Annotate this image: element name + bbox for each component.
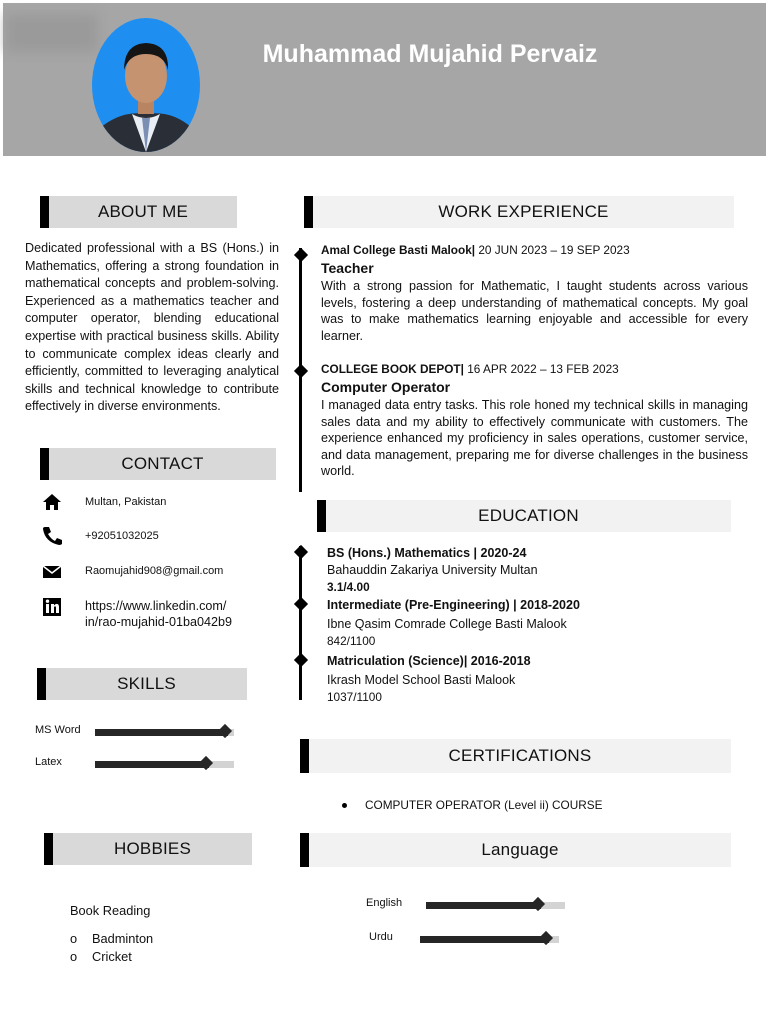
certification-item: COMPUTER OPERATOR (Level ii) COURSE (342, 798, 603, 812)
section-contact-title: CONTACT (49, 448, 276, 480)
timeline-marker (294, 597, 308, 611)
job-description: With a strong passion for Mathematic, I taught students across various levels, fostering a deep understanding of mathematical concepts. My goal was to make mathematics learning enjoyable and accessible for every learner. (321, 279, 748, 343)
skill-fill (95, 761, 209, 768)
language-fill (420, 936, 549, 943)
home-icon (40, 492, 64, 512)
contact-email-text[interactable]: Raomujahid908@gmail.com (85, 565, 224, 577)
education-entry (327, 545, 737, 596)
section-about (40, 196, 237, 228)
hobby-item: o Cricket (70, 949, 132, 964)
education-grade: 1037/1100 (327, 690, 382, 704)
job-description: I managed data entry tasks. This role honed my technical skills in managing sales data and my ability to effectively communicate with customers. The experience enhanced my proficiency in sales operations, customer service, and data management, preparing me for diverse challenges in the business world. (321, 398, 748, 479)
contact-location (40, 492, 280, 512)
section-certifications (300, 739, 731, 773)
section-hobbies-title: HOBBIES (53, 833, 252, 865)
job-dates: 20 JUN 2023 – 19 SEP 2023 (478, 243, 630, 257)
skill-fill (95, 729, 228, 736)
hobby-main: Book Reading (70, 903, 151, 918)
job-entry: COLLEGE BOOK DEPOT| 16 APR 2022 – 13 FEB 2023 Computer Operator I managed data entry tasks. This role honed my technical skills in managing sales data and my ability to effectively communicate with customers. The experience enhanced my proficiency in sales operations, customer service, and data management, preparing me for diverse challenges in the business world. (321, 362, 748, 479)
education-timeline (299, 546, 302, 700)
section-work-title: WORK EXPERIENCE (313, 196, 734, 228)
job-dates: 16 APR 2022 – 13 FEB 2023 (467, 362, 619, 376)
about-text: Dedicated professional with a BS (Hons.) in Mathematics, offering a strong foundation in mathematical concepts and problem-solving. Experienced as a mathematics teacher and computer operator, blending educational expertise with practical business skills. Ability to communicate complex ideas clearly and efficiently, committed to leveraging analytical skills and technical knowledge to contribute effectively in diverse environments. (25, 241, 279, 414)
education-title: Intermediate (Pre-Engineering) | 2018-2020 (327, 598, 580, 612)
education-title: Matriculation (Science)| 2016-2018 (327, 654, 531, 668)
section-work (304, 196, 734, 228)
section-skills (37, 668, 247, 700)
job-org: COLLEGE BOOK DEPOT (321, 362, 461, 376)
language-bar-urdu (420, 936, 559, 943)
blurred-logo (6, 14, 98, 52)
contact-email (40, 561, 280, 581)
education-grade: 3.1/4.00 (327, 580, 370, 594)
skill-bar-latex (95, 761, 234, 768)
linkedin-line-1: https://www.linkedin.com/ (85, 599, 227, 613)
candidate-name: Muhammad Mujahid Pervaiz (262, 40, 598, 68)
section-skills-title: SKILLS (46, 668, 247, 700)
skill-bar-msword (95, 729, 234, 736)
section-certifications-title: CERTIFICATIONS (309, 739, 731, 773)
contact-linkedin-text[interactable] (85, 598, 232, 630)
phone-icon (40, 526, 64, 546)
timeline-marker (294, 545, 308, 559)
job-role: Teacher (321, 260, 374, 276)
section-education-title: EDUCATION (326, 500, 731, 532)
education-title: BS (Hons.) Mathematics | 2020-24 (327, 546, 527, 560)
section-contact (40, 448, 276, 480)
language-fill (426, 902, 541, 909)
education-entry (327, 653, 737, 706)
skill-label-latex: Latex (35, 756, 62, 768)
language-bar-english (426, 902, 565, 909)
section-hobbies (44, 833, 252, 865)
mail-icon (40, 561, 64, 581)
language-label-urdu: Urdu (369, 931, 393, 943)
job-org: Amal College Basti Malook (321, 243, 472, 257)
language-label-english: English (366, 897, 403, 909)
job-role: Computer Operator (321, 379, 451, 395)
section-about-title: ABOUT ME (49, 196, 237, 228)
profile-photo (92, 18, 200, 152)
job-entry: Amal College Basti Malook| 20 JUN 2023 – 19 SEP 2023 Teacher With a strong passion for Mathematic, I taught students across various levels, fostering a deep understanding of mathematical concepts. My goal was to make mathematics learning enjoyable and accessible for every learner. (321, 243, 748, 343)
skill-label-msword: MS Word (35, 724, 81, 736)
education-school: Ibne Qasim Comrade College Basti Malook (327, 617, 567, 631)
education-school: Bahauddin Zakariya University Multan (327, 563, 538, 577)
hobby-item: o Badminton (70, 931, 154, 946)
contact-linkedin (40, 596, 280, 632)
section-education (317, 500, 731, 532)
contact-phone-text: +92051032025 (85, 530, 159, 542)
education-entry (327, 597, 737, 650)
section-language-title: Language (309, 833, 731, 867)
contact-location-text: Multan, Pakistan (85, 496, 167, 508)
linkedin-icon (40, 596, 64, 616)
timeline-marker (294, 248, 308, 262)
education-grade: 842/1100 (327, 634, 376, 648)
timeline-marker (294, 364, 308, 378)
timeline-marker (294, 653, 308, 667)
section-language (300, 833, 731, 867)
linkedin-line-2: in/rao-mujahid-01ba042b9 (85, 615, 233, 629)
education-school: Ikrash Model School Basti Malook (327, 673, 516, 687)
contact-phone (40, 526, 280, 546)
